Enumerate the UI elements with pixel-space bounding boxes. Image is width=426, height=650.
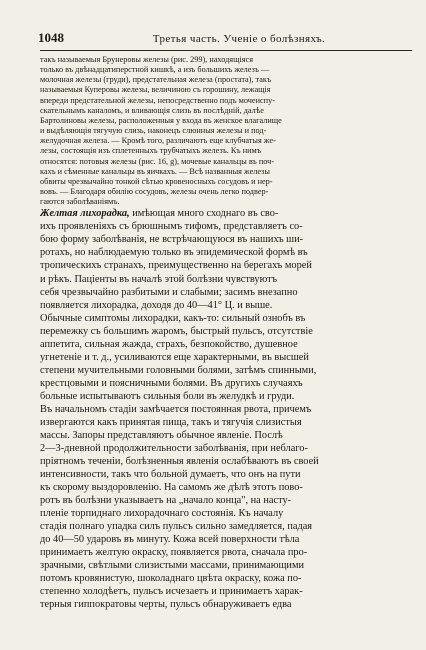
text-line: крестцовыми и поясничными болями. Въ другихъ случаяхъ bbox=[40, 377, 303, 389]
text-line: извергаются какъ принятая пища, такъ и тягучія слизистыя bbox=[40, 416, 302, 428]
text-line: степенно холодѣетъ, пульсъ исчезаетъ и принимаетъ харак- bbox=[40, 586, 303, 598]
text-line: угнетеніе и т. д., усиливаются еще характерными, въ высшей bbox=[40, 351, 309, 363]
text-line: себя чрезвычайно разбитыми и слабыми; засимъ внезапно bbox=[40, 286, 298, 298]
small-print-block bbox=[40, 55, 412, 207]
text-line: до 40—50 ударовъ въ минуту. Кожа всей поверхности тѣла bbox=[40, 534, 300, 546]
text-line: интенсивности, такъ что больной думаетъ, что онъ на пути bbox=[40, 468, 301, 480]
text-line: тропическихъ странахъ, преимущественно на берегахъ морей bbox=[40, 260, 312, 272]
text-line: бою форму заболѣванія, не встрѣчающуюся въ нашихъ ши- bbox=[40, 234, 304, 246]
text-line: ротахъ, но наблюдаемую только въ эпидемической формѣ въ bbox=[40, 247, 308, 259]
text-line: 2—3-дневной продолжительности заболѣванія, при неблаго- bbox=[40, 442, 308, 454]
text-line: скательнымъ каналомъ, и вливающія слизь въ послѣдній, далѣе bbox=[40, 105, 264, 115]
text-line: зрачными, свѣтлыми слизистыми массами, принимающими bbox=[40, 560, 305, 572]
body-text bbox=[40, 55, 412, 611]
text-line: только въ двѣнадцатиперстной кишкѣ, а изъ большихъ железъ — bbox=[40, 65, 270, 75]
text-line: ихъ проявленіяхъ съ брюшнымъ тифомъ, представляетъ со- bbox=[40, 221, 303, 233]
text-line: Въ начальномъ стадіи замѣчается постоянная рвота, причемъ bbox=[40, 403, 312, 415]
text-line: стадія полнаго упадка силъ пульсъ сильно замедляется, падая bbox=[40, 521, 313, 533]
page-header bbox=[38, 30, 412, 46]
text-line: появляется лихорадка, доходя до 40—41° Ц. и выше. bbox=[40, 299, 273, 311]
text-line: Бартолиновы железы, расположенныя у входа въ женское влагалище bbox=[40, 115, 282, 125]
text-line: потомъ кровянистую, шоколаднаго цвѣта окраску, кожа по- bbox=[40, 573, 302, 585]
text-line: молочная железы (груди), предстательная железа (простата), такъ bbox=[40, 75, 272, 85]
text-line: и рѣкъ. Паціенты въ началѣ этой болѣзни чувствуютъ bbox=[40, 273, 278, 285]
header-rule bbox=[40, 50, 412, 51]
text-line: больные испытываютъ сильныя боли въ желудкѣ и груди. bbox=[40, 390, 295, 402]
text-line: степени мучительными головными болями, затѣмъ спинными, bbox=[40, 364, 317, 376]
text-line: желудочная железа. — Кромѣ того, различаютъ еще клубчатыя же- bbox=[40, 136, 276, 146]
text-line: къ скорому выздоровленію. На самомъ же дѣлѣ этотъ пово- bbox=[40, 482, 303, 493]
text-line: обвиты чрезвычайно тонкой сѣтью кровеносныхъ сосудовъ и нер- bbox=[40, 176, 273, 186]
text-line: аппетита, сильная жажда, страхъ, безпокойство, душевное bbox=[40, 338, 298, 350]
main-text-block bbox=[40, 207, 412, 611]
text-line: пріятномъ теченіи, болѣзненныя явленія ослабѣваютъ въ своей bbox=[40, 455, 319, 467]
text-line: впереди предстательной железы, непосредственно подъ мочеиспу- bbox=[40, 95, 275, 105]
text-line: называемыя Куперовы железы, величиною съ горошину, лежащія bbox=[40, 85, 271, 95]
text-line: относятся: потовыя железы (рис. 16, g), мочевые канальцы въ поч- bbox=[40, 156, 275, 166]
text-line: перемежку съ большимъ жаромъ, быстрый пульсъ, отсутствіе bbox=[40, 325, 313, 337]
text-line: терныя гиппократовы черты, пульсъ обнаруживаетъ едва bbox=[40, 599, 292, 611]
text-line: кахъ и сѣменные канальцы въ яичкахъ. — Всѣ названныя железы bbox=[40, 166, 270, 176]
section-heading: Желтая лихорадка, bbox=[40, 208, 130, 220]
text-line: лезы, состоящія изъ сплетенныхъ трубчатыхъ железъ. Къ нимъ bbox=[40, 146, 262, 156]
text-line: массы. Запоры представляютъ обычное явленіе. Послѣ bbox=[40, 429, 283, 441]
text-line: принимаетъ желтую окраску, появляется рвота, сначала про- bbox=[40, 547, 308, 559]
text-line: пленіе торпиднаго лихорадочнаго состоянія. Къ началу bbox=[40, 508, 284, 520]
text-line: Обычные симптомы лихорадки, какъ-то: сильный ознобъ въ bbox=[40, 312, 306, 324]
text-line: вовъ. — Благодаря обилію сосудовъ, железы очень легко подвер- bbox=[40, 187, 269, 197]
text-line: и выдѣляющія тягучую слизь, наконецъ слюнныя железы и под- bbox=[40, 126, 267, 136]
page-number: 1048 bbox=[38, 30, 64, 45]
running-title: Третья часть. Ученіе о болѣзняхъ. bbox=[152, 33, 326, 45]
text-line: ротъ въ болѣзни указываетъ на „начало конца", на насту- bbox=[40, 495, 292, 507]
text-line bbox=[40, 207, 412, 220]
heading-continuation: имѣющая много сходнаго въ сво- bbox=[129, 208, 279, 220]
text-line: гаются заболѣваніямъ. bbox=[40, 197, 120, 207]
text-line: такъ называемыя Брунеровы железы (рис. 299), находящіяся bbox=[40, 55, 254, 64]
